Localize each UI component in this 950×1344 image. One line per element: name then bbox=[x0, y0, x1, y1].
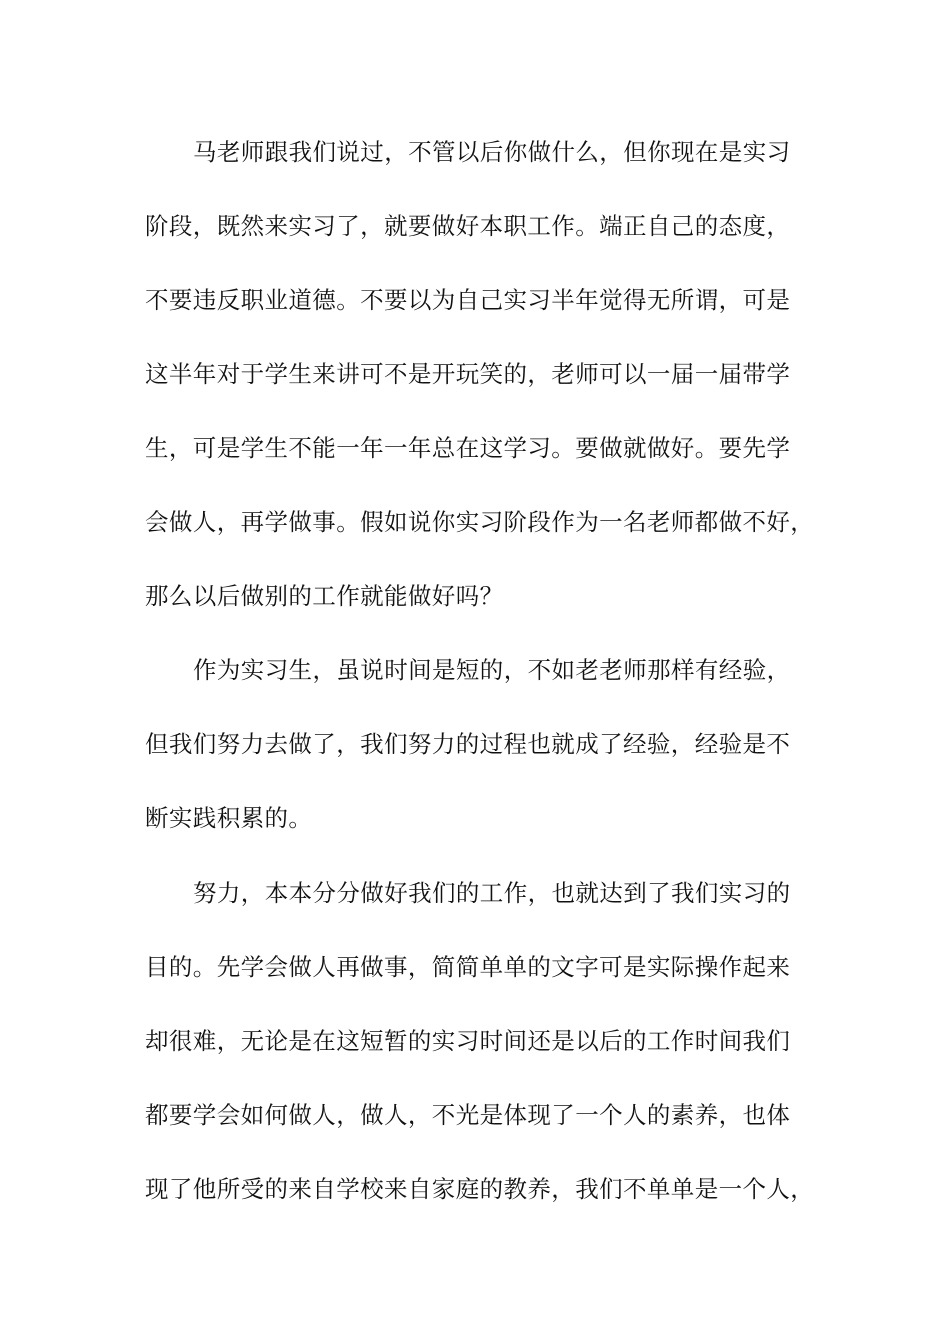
paragraph-2-line-2: 但我们努力去做了，我们努力的过程也就成了经验，经验是不 bbox=[145, 730, 791, 758]
paragraph-3-line-1: 努力，本本分分做好我们的工作，也就达到了我们实习的 bbox=[193, 879, 791, 907]
paragraph-1-line-2: 阶段，既然来实习了，就要做好本职工作。端正自己的态度， bbox=[145, 212, 791, 240]
paragraph-1-line-7: 那么以后做别的工作就能做好吗？ bbox=[145, 582, 504, 610]
paragraph-3-line-2: 目的。先学会做人再做事，简简单单的文字可是实际操作起来 bbox=[145, 953, 791, 981]
paragraph-3-line-5: 现了他所受的来自学校来自家庭的教养，我们不单单是一个人， bbox=[145, 1175, 815, 1203]
paragraph-2-line-3: 断实践积累的。 bbox=[145, 804, 313, 832]
paragraph-3-line-3: 却很难，无论是在这短暂的实习时间还是以后的工作时间我们 bbox=[145, 1027, 791, 1055]
paragraph-1-line-6: 会做人，再学做事。假如说你实习阶段作为一名老师都做不好， bbox=[145, 508, 815, 536]
paragraph-1-line-4: 这半年对于学生来讲可不是开玩笑的，老师可以一届一届带学 bbox=[145, 360, 791, 388]
paragraph-1-line-3: 不要违反职业道德。不要以为自己实习半年觉得无所谓，可是 bbox=[145, 286, 791, 314]
paragraph-3-line-4: 都要学会如何做人，做人，不光是体现了一个人的素养，也体 bbox=[145, 1101, 791, 1129]
paragraph-1-line-5: 生，可是学生不能一年一年总在这学习。要做就做好。要先学 bbox=[145, 434, 791, 462]
paragraph-1-line-1: 马老师跟我们说过，不管以后你做什么，但你现在是实习 bbox=[193, 138, 791, 166]
paragraph-2-line-1: 作为实习生，虽说时间是短的，不如老老师那样有经验， bbox=[193, 656, 791, 684]
